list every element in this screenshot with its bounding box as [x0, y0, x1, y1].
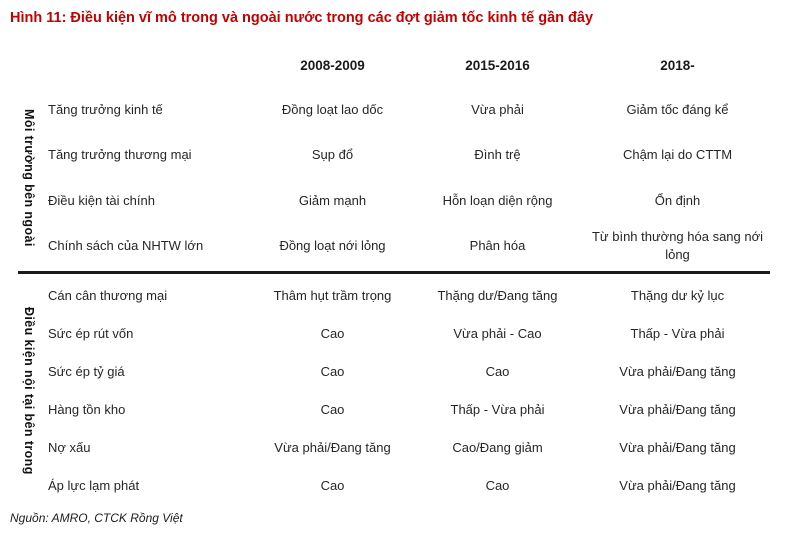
row-label: Hàng tồn kho — [48, 401, 126, 417]
row-label: Nợ xấu — [48, 439, 91, 455]
cell-value: Cao/Đang giảm — [452, 439, 543, 455]
cell-value: Phân hóa — [469, 238, 526, 254]
column-header-2018: 2018- — [660, 58, 695, 73]
cell-value: Thấp - Vừa phải — [450, 401, 545, 417]
cell-value: Từ bình thường hóa sang nới lỏng — [591, 229, 764, 263]
table-row — [48, 315, 776, 353]
cell-value: Thặng dư kỷ lục — [630, 287, 725, 303]
table-row — [48, 277, 776, 315]
row-label: Tăng trưởng thương mại — [48, 147, 192, 163]
header-spacer — [10, 58, 255, 73]
cell-value: Giảm mạnh — [298, 192, 367, 208]
row-label: Chính sách của NHTW lớn — [48, 238, 204, 254]
cell-value: Vừa phải — [471, 101, 524, 117]
group-rows — [48, 87, 776, 269]
column-header-2015-2016: 2015-2016 — [465, 58, 530, 73]
cell-value: Cao — [485, 477, 510, 493]
table-row — [48, 178, 776, 224]
cell-value: Vừa phải/Đang tăng — [619, 439, 736, 455]
cell-value: Hỗn loạn diện rộng — [442, 192, 553, 208]
row-label: Cán cân thương mại — [48, 287, 168, 303]
cell-value: Thấp - Vừa phải — [630, 325, 725, 341]
table-row — [48, 429, 776, 467]
row-label: Áp lực lạm phát — [48, 477, 140, 493]
cell-value: Vừa phải/Đang tăng — [274, 439, 391, 455]
table-row — [48, 87, 776, 133]
table-row — [48, 391, 776, 429]
row-label: Sức ép rút vốn — [48, 325, 134, 341]
table-row — [48, 224, 776, 270]
cell-value: Thâm hụt trầm trọng — [273, 287, 392, 303]
cell-value: Vừa phải/Đang tăng — [619, 477, 736, 493]
cell-value: Đồng loạt lao dốc — [281, 101, 384, 117]
cell-value: Sụp đổ — [311, 147, 354, 163]
cell-value: Chậm lại do CTTM — [622, 147, 733, 163]
cell-value: Vừa phải/Đang tăng — [619, 401, 736, 417]
cell-value: Cao — [320, 401, 345, 417]
group-label-cell — [10, 277, 48, 505]
table-row — [48, 353, 776, 391]
group-external-environment — [10, 87, 776, 269]
row-label: Điều kiện tài chính — [48, 192, 155, 208]
table-row — [48, 467, 776, 505]
group-divider-rule — [18, 271, 770, 274]
cell-value: Thặng dư/Đang tăng — [437, 287, 558, 303]
source-note: Nguồn: AMRO, CTCK Rồng Việt — [10, 511, 183, 525]
group-label-external: Môi trường bên ngoài — [22, 109, 36, 247]
column-header-2008-2009: 2008-2009 — [300, 58, 365, 73]
cell-value: Cao — [320, 363, 345, 379]
cell-value: Vừa phải - Cao — [453, 325, 542, 341]
table-row — [48, 133, 776, 179]
table-header-row — [10, 58, 776, 73]
cell-value: Ổn định — [654, 192, 701, 208]
group-label-internal: Điều kiện nội tại bên trong — [22, 307, 36, 475]
group-rows — [48, 277, 776, 505]
cell-value: Giảm tốc đáng kể — [626, 101, 729, 117]
cell-value: Cao — [320, 325, 345, 341]
cell-value: Cao — [320, 477, 345, 493]
cell-value: Vừa phải/Đang tăng — [619, 363, 736, 379]
row-label: Sức ép tỷ giá — [48, 363, 125, 379]
cell-value: Đình trệ — [474, 147, 521, 163]
row-label: Tăng trưởng kinh tế — [48, 101, 163, 117]
cell-value: Đồng loạt nới lỏng — [279, 238, 386, 254]
group-label-cell — [10, 87, 48, 269]
group-internal-conditions — [10, 277, 776, 505]
figure-title: Hình 11: Điều kiện vĩ mô trong và ngoài nước trong các đợt giảm tốc kinh tế gần đây — [10, 10, 594, 26]
cell-value: Cao — [485, 363, 510, 379]
